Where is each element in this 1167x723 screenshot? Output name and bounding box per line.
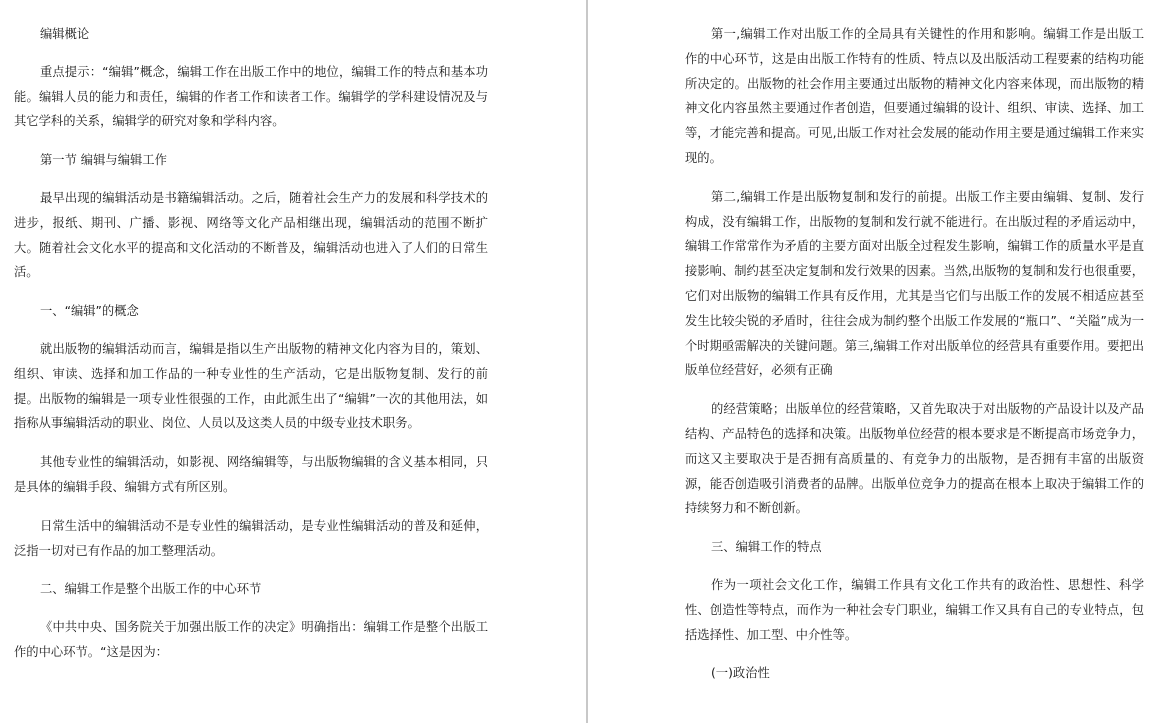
body-paragraph: 日常生活中的编辑活动不是专业性的编辑活动，是专业性编辑活动的普及和延伸，泛指一切对已有作品的加工整理活动。 bbox=[14, 518, 488, 558]
subsection-heading: (一)政治性 bbox=[711, 666, 770, 681]
subsection-heading: 一、“编辑”的概念 bbox=[40, 304, 139, 319]
right-page bbox=[588, 0, 1167, 723]
key-points-paragraph: 重点提示：“编辑”概念，编辑工作在出版工作中的地位，编辑工作的特点和基本功能。编辑人员的能力和责任，编辑的作者工作和读者工作。编辑学的学科建设情况及与其它学科的关系，编辑学的研究对象和学科内容。 bbox=[14, 64, 488, 129]
left-page-text bbox=[14, 22, 488, 679]
body-paragraph: 第二,编辑工作是出版物复制和发行的前提。出版工作主要由编辑、复制、发行构成，没有编辑工作，出版物的复制和发行就不能进行。在出版过程的矛盾运动中，编辑工作常常作为矛盾的主要方面对出版全过程发生影响，编辑工作的质量水平是直接影响、制约甚至决定复制和发行效果的因素。当然,出版物的复制和发行也很重要，它们对出版物的编辑工作具有反作用，尤其是当它们与出版工作的发展不相适应甚至发生比较尖锐的矛盾时，往往会成为制约整个出版工作发展的“瓶口”、“关隘”成为一个时期亟需解决的关键问题。第三,编辑工作对出版单位的经营具有重要作用。要把出版单位经营好，必须有正确 bbox=[685, 189, 1144, 378]
body-paragraph: 就出版物的编辑活动而言，编辑是指以生产出版物的精神文化内容为目的，策划、组织、审读、选择和加工作品的一种专业性的生产活动，它是出版物复制、发行的前提。出版物的编辑是一项专业性很强的工作，由此派生出了“编辑”一次的其他用法，如指称从事编辑活动的职业、岗位、人员以及这类人员的中级专业技术职务。 bbox=[14, 341, 488, 431]
section-heading: 第一节 编辑与编辑工作 bbox=[40, 153, 167, 168]
body-paragraph: 其他专业性的编辑活动，如影视、网络编辑等，与出版物编辑的含义基本相同，只是具体的编辑手段、编辑方式有所区别。 bbox=[14, 455, 488, 494]
body-paragraph: 《中共中央、国务院关于加强出版工作的决定》明确指出：编辑工作是整个出版工作的中心环节。“这是因为： bbox=[14, 620, 488, 659]
body-paragraph: 第一,编辑工作对出版工作的全局具有关键性的作用和影响。编辑工作是出版工作的中心环节，这是由出版工作特有的性质、特点以及出版活动工程要素的结构功能所决定的。出版物的社会作用主要通过出版物的精神文化内容来体现，而出版物的精神文化内容虽然主要通过作者创造，但要通过编辑的设计、组织、审读、选择、加工等，才能完善和提高。可见,出版工作对社会发展的能动作用主要是通过编辑工作来实现的。 bbox=[685, 27, 1144, 165]
body-paragraph: 的经营策略；出版单位的经营策略，又首先取决于对出版物的产品设计以及产品结构、产品特色的选择和决策。出版物单位经营的根本要求是不断提高市场竞争力，而这又主要取决于是否拥有高质量的、有竞争力的出版物，是否拥有丰富的出版资源，能否创造吸引消费者的品牌。出版单位竞争力的提高在根本上取决于编辑工作的持续努力和不断创新。 bbox=[685, 402, 1144, 516]
document-title: 编辑概论 bbox=[40, 27, 90, 41]
subsection-heading: 三、编辑工作的特点 bbox=[711, 540, 822, 555]
body-paragraph: 最早出现的编辑活动是书籍编辑活动。之后，随着社会生产力的发展和科学技术的进步，报纸、期刊、广播、影视、网络等文化产品相继出现，编辑活动的范围不断扩大。随着社会文化水平的提高和文化活动的不断普及，编辑活动也进入了人们的日常生活。 bbox=[14, 190, 488, 280]
subsection-heading: 二、编辑工作是整个出版工作的中心环节 bbox=[40, 582, 262, 597]
body-paragraph: 作为一项社会文化工作，编辑工作具有文化工作共有的政治性、思想性、科学性、创造性等特点，而作为一种社会专门职业，编辑工作又具有自己的专业特点，包括选择性、加工型、中介性等。 bbox=[685, 577, 1144, 642]
right-page-text bbox=[685, 22, 1144, 699]
